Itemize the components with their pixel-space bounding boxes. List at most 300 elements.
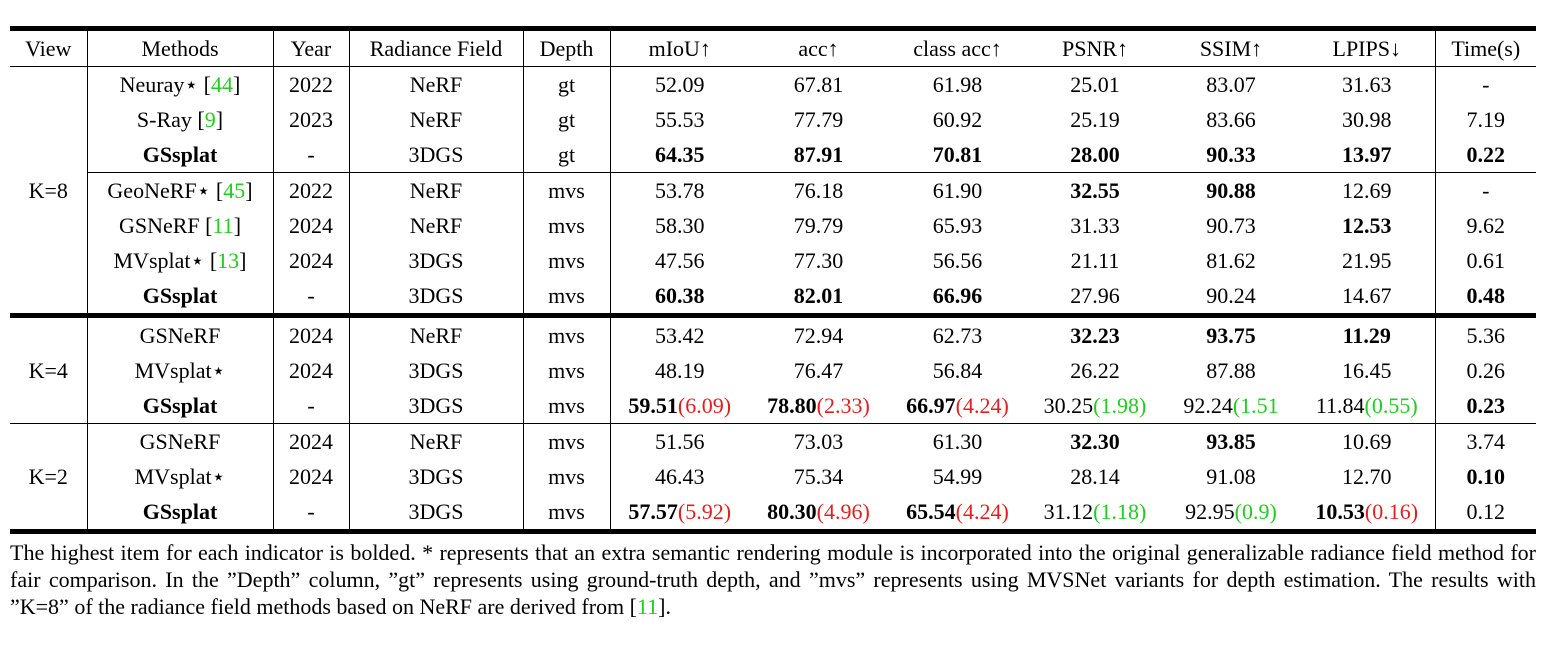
- year-cell: 2024: [273, 316, 349, 354]
- psnr-cell: [1027, 243, 1163, 278]
- year-cell: 2022: [273, 67, 349, 103]
- table-row: [10, 278, 1536, 316]
- citation-bracket-open: [: [203, 72, 211, 97]
- year-cell: -: [273, 137, 349, 173]
- metric-delta: (1.98): [1093, 393, 1147, 418]
- psnr-cell: [1027, 353, 1163, 388]
- table-body: [10, 67, 1536, 532]
- metric-value: 90.73: [1206, 213, 1256, 238]
- metric-value: 77.79: [793, 107, 844, 132]
- metric-value: 27.96: [1070, 283, 1120, 308]
- metric-value: 53.78: [655, 178, 705, 203]
- metric-value: 7.19: [1466, 107, 1505, 132]
- psnr-cell: [1027, 424, 1163, 460]
- citation-bracket-close: ]: [239, 248, 247, 273]
- depth-cell: gt: [523, 102, 610, 137]
- year-cell: 2024: [273, 424, 349, 460]
- metric-value: 0.10: [1466, 464, 1505, 489]
- acc-cell: [749, 424, 888, 460]
- lpips-cell: [1299, 243, 1435, 278]
- ssim-cell: [1163, 388, 1299, 424]
- metric-value: 73.03: [793, 429, 844, 454]
- table-header-row: [10, 29, 1536, 67]
- time-cell: [1435, 494, 1536, 532]
- radiance-field-cell: 3DGS: [349, 278, 523, 316]
- metric-value: 87.88: [1206, 358, 1256, 383]
- time-cell: [1435, 459, 1536, 494]
- method-name: [87, 137, 273, 173]
- method-name: [87, 102, 273, 137]
- acc-cell: [749, 388, 888, 424]
- table-row: [10, 459, 1536, 494]
- year-cell: 2024: [273, 208, 349, 243]
- table-footnote: [10, 539, 1536, 620]
- metric-value: 32.23: [1070, 323, 1120, 348]
- year-cell: 2024: [273, 459, 349, 494]
- citation-bracket-open: [: [205, 213, 213, 238]
- metric-value: 12.53: [1342, 213, 1392, 238]
- lpips-cell: [1299, 353, 1435, 388]
- psnr-cell: [1027, 137, 1163, 173]
- metric-value: 0.61: [1466, 248, 1505, 273]
- metric-value: 60.92: [932, 107, 983, 132]
- metric-value: 52.09: [655, 72, 705, 97]
- acc-cell: [749, 102, 888, 137]
- time-cell: [1435, 316, 1536, 354]
- metric-value: 0.23: [1466, 393, 1505, 418]
- metric-value: 61.98: [932, 72, 983, 97]
- method-label: Neuray⋆: [119, 72, 204, 97]
- miou-cell: [610, 459, 749, 494]
- col-header-time: Time(s): [1435, 29, 1536, 67]
- metric-value: 30.25: [1043, 393, 1094, 418]
- method-name: [87, 173, 273, 209]
- view-label: K=8: [10, 67, 87, 316]
- time-cell: [1435, 243, 1536, 278]
- metric-value: 55.53: [655, 107, 705, 132]
- citation-bracket-open: [: [215, 178, 224, 203]
- class-acc-cell: [888, 208, 1027, 243]
- table-row: [10, 137, 1536, 173]
- metric-value: 0.48: [1466, 283, 1505, 308]
- metric-value: 90.24: [1206, 283, 1256, 308]
- metric-value: 79.79: [793, 213, 844, 238]
- class-acc-cell: [888, 67, 1027, 103]
- radiance-field-cell: 3DGS: [349, 353, 523, 388]
- class-acc-cell: [888, 424, 1027, 460]
- metric-delta: (5.92): [677, 499, 732, 524]
- metric-value: 51.56: [655, 429, 705, 454]
- ssim-cell: [1163, 459, 1299, 494]
- table-row: [10, 243, 1536, 278]
- metric-value: 21.11: [1070, 248, 1120, 273]
- class-acc-cell: [888, 353, 1027, 388]
- radiance-field-cell: NeRF: [349, 67, 523, 103]
- metric-value: 32.30: [1070, 429, 1120, 454]
- method-name: [87, 388, 273, 424]
- metric-value: 28.14: [1070, 464, 1120, 489]
- col-header-psnr: PSNR↑: [1027, 29, 1163, 67]
- table-row: [10, 316, 1536, 354]
- depth-cell: gt: [523, 137, 610, 173]
- metric-value: 56.56: [932, 248, 983, 273]
- metric-value: 25.19: [1070, 107, 1120, 132]
- method-name: [87, 208, 273, 243]
- method-label: GSsplat: [142, 499, 218, 524]
- table-row: [10, 208, 1536, 243]
- metric-value: 93.75: [1206, 323, 1256, 348]
- lpips-cell: [1299, 173, 1435, 209]
- metric-value: 90.33: [1206, 142, 1256, 167]
- metric-value: 76.47: [793, 358, 844, 383]
- miou-cell: [610, 353, 749, 388]
- miou-cell: [610, 208, 749, 243]
- time-cell: [1435, 353, 1536, 388]
- method-name: [87, 316, 273, 354]
- metric-delta: (2.33): [816, 393, 870, 418]
- acc-cell: [749, 208, 888, 243]
- col-header-class-acc: class acc↑: [888, 29, 1027, 67]
- acc-cell: [749, 67, 888, 103]
- metric-value: 14.67: [1342, 283, 1392, 308]
- miou-cell: [610, 424, 749, 460]
- metric-value: 65.54: [906, 499, 956, 524]
- metric-value: 5.36: [1466, 323, 1505, 348]
- col-header-acc: acc↑: [749, 29, 888, 67]
- time-cell: [1435, 173, 1536, 209]
- metric-value: 64.35: [655, 142, 705, 167]
- time-cell: [1435, 388, 1536, 424]
- method-label: GSNeRF: [139, 323, 221, 348]
- citation-ref: 45: [223, 178, 246, 203]
- time-cell: [1435, 208, 1536, 243]
- metric-value: 72.94: [793, 323, 844, 348]
- acc-cell: [749, 278, 888, 316]
- acc-cell: [749, 494, 888, 532]
- metric-value: 62.73: [932, 323, 983, 348]
- metric-value: 31.12: [1043, 499, 1094, 524]
- method-label: S-Ray: [136, 107, 198, 132]
- table-row: [10, 102, 1536, 137]
- table-row: [10, 494, 1536, 532]
- lpips-cell: [1299, 316, 1435, 354]
- miou-cell: [610, 243, 749, 278]
- method-label: GSsplat: [142, 393, 218, 418]
- metric-value: 77.30: [793, 248, 844, 273]
- depth-cell: gt: [523, 67, 610, 103]
- lpips-cell: [1299, 137, 1435, 173]
- footnote-text: The highest item for each indicator is bolded. * represents that an extra semantic rendering module is incorporated into the original generalizable radiance field method for fair comparison. In the ”Depth” column, ”gt” represents using ground-truth depth, and ”mvs” represents using MVSNet variants for depth estimation. The results with ”K=8” of the radiance field methods based on NeRF are derived from [: [10, 540, 1536, 619]
- psnr-cell: [1027, 208, 1163, 243]
- method-label: GSsplat: [142, 283, 218, 308]
- acc-cell: [749, 353, 888, 388]
- metric-value: 66.96: [932, 283, 983, 308]
- citation-ref: 44: [211, 72, 233, 97]
- citation-bracket-close: ]: [233, 72, 241, 97]
- method-label: GSNeRF: [118, 213, 206, 238]
- lpips-cell: [1299, 424, 1435, 460]
- miou-cell: [610, 137, 749, 173]
- radiance-field-cell: 3DGS: [349, 494, 523, 532]
- depth-cell: mvs: [523, 243, 610, 278]
- miou-cell: [610, 67, 749, 103]
- metric-value: 76.18: [793, 178, 844, 203]
- citation-ref: 13: [217, 248, 240, 273]
- ssim-cell: [1163, 494, 1299, 532]
- metric-value: 66.97: [906, 393, 956, 418]
- method-name: [87, 243, 273, 278]
- metric-value: 32.55: [1070, 178, 1120, 203]
- time-cell: [1435, 67, 1536, 103]
- comparison-table: [10, 26, 1536, 534]
- class-acc-cell: [888, 459, 1027, 494]
- metric-delta: (1.51: [1232, 393, 1279, 418]
- metric-value: 65.93: [932, 213, 983, 238]
- table-row: [10, 424, 1536, 460]
- year-cell: -: [273, 278, 349, 316]
- radiance-field-cell: NeRF: [349, 424, 523, 460]
- radiance-field-cell: 3DGS: [349, 388, 523, 424]
- lpips-cell: [1299, 208, 1435, 243]
- lpips-cell: [1299, 459, 1435, 494]
- metric-value: 54.99: [932, 464, 983, 489]
- year-cell: 2022: [273, 173, 349, 209]
- metric-value: 11.84: [1315, 393, 1365, 418]
- lpips-cell: [1299, 278, 1435, 316]
- psnr-cell: [1027, 67, 1163, 103]
- metric-value: -: [1482, 72, 1490, 97]
- lpips-cell: [1299, 494, 1435, 532]
- citation-bracket-close: ]: [233, 213, 242, 238]
- footnote-tail: ].: [658, 594, 671, 619]
- table-row: [10, 67, 1536, 103]
- metric-value: 9.62: [1466, 213, 1505, 238]
- metric-value: 61.90: [932, 178, 983, 203]
- metric-value: 81.62: [1206, 248, 1256, 273]
- table-row: [10, 388, 1536, 424]
- metric-value: 28.00: [1070, 142, 1120, 167]
- class-acc-cell: [888, 278, 1027, 316]
- lpips-cell: [1299, 102, 1435, 137]
- metric-value: 30.98: [1342, 107, 1392, 132]
- citation-bracket-close: ]: [215, 107, 224, 132]
- depth-cell: mvs: [523, 459, 610, 494]
- depth-cell: mvs: [523, 208, 610, 243]
- acc-cell: [749, 316, 888, 354]
- class-acc-cell: [888, 494, 1027, 532]
- metric-value: 10.69: [1342, 429, 1392, 454]
- ssim-cell: [1163, 67, 1299, 103]
- col-header-depth: Depth: [523, 29, 610, 67]
- metric-value: -: [1482, 178, 1490, 203]
- ssim-cell: [1163, 208, 1299, 243]
- time-cell: [1435, 137, 1536, 173]
- psnr-cell: [1027, 459, 1163, 494]
- method-label: GeoNeRF⋆: [107, 178, 216, 203]
- year-cell: 2024: [273, 243, 349, 278]
- metric-value: 83.07: [1206, 72, 1256, 97]
- radiance-field-cell: NeRF: [349, 208, 523, 243]
- col-header-lpips: LPIPS↓: [1299, 29, 1435, 67]
- lpips-cell: [1299, 67, 1435, 103]
- metric-delta: (4.96): [816, 499, 870, 524]
- depth-cell: mvs: [523, 388, 610, 424]
- psnr-cell: [1027, 278, 1163, 316]
- ssim-cell: [1163, 243, 1299, 278]
- method-label: MVsplat⋆: [134, 464, 226, 489]
- citation-bracket-open: [: [209, 248, 218, 273]
- depth-cell: mvs: [523, 316, 610, 354]
- metric-value: 26.22: [1070, 358, 1120, 383]
- metric-value: 13.97: [1342, 142, 1392, 167]
- metric-value: 90.88: [1206, 178, 1256, 203]
- citation-bracket-close: ]: [245, 178, 253, 203]
- citation-bracket-open: [: [197, 107, 205, 132]
- year-cell: 2023: [273, 102, 349, 137]
- metric-value: 11.29: [1342, 323, 1391, 348]
- metric-value: 80.30: [767, 499, 817, 524]
- radiance-field-cell: 3DGS: [349, 459, 523, 494]
- metric-value: 87.91: [793, 142, 844, 167]
- radiance-field-cell: 3DGS: [349, 243, 523, 278]
- metric-value: 0.12: [1466, 499, 1505, 524]
- method-name: [87, 459, 273, 494]
- metric-value: 61.30: [932, 429, 983, 454]
- ssim-cell: [1163, 102, 1299, 137]
- method-name: [87, 278, 273, 316]
- method-name: [87, 353, 273, 388]
- col-header-radiance-field: Radiance Field: [349, 29, 523, 67]
- metric-value: 92.24: [1183, 393, 1233, 418]
- view-label: K=2: [10, 424, 87, 532]
- citation-ref: 9: [204, 107, 216, 132]
- col-header-miou: mIoU↑: [610, 29, 749, 67]
- metric-value: 57.57: [628, 499, 678, 524]
- method-name: [87, 67, 273, 103]
- metric-value: 16.45: [1342, 358, 1392, 383]
- class-acc-cell: [888, 173, 1027, 209]
- radiance-field-cell: NeRF: [349, 173, 523, 209]
- method-name: [87, 494, 273, 532]
- psnr-cell: [1027, 388, 1163, 424]
- radiance-field-cell: NeRF: [349, 102, 523, 137]
- metric-value: 46.43: [655, 464, 705, 489]
- depth-cell: mvs: [523, 278, 610, 316]
- metric-value: 3.74: [1466, 429, 1505, 454]
- metric-value: 75.34: [793, 464, 844, 489]
- psnr-cell: [1027, 102, 1163, 137]
- method-label: MVsplat⋆: [113, 248, 210, 273]
- metric-value: 70.81: [932, 142, 983, 167]
- method-name: [87, 424, 273, 460]
- metric-value: 78.80: [767, 393, 817, 418]
- ssim-cell: [1163, 137, 1299, 173]
- year-cell: -: [273, 388, 349, 424]
- miou-cell: [610, 173, 749, 209]
- metric-value: 53.42: [655, 323, 705, 348]
- metric-delta: (0.16): [1364, 499, 1419, 524]
- method-label: GSsplat: [142, 142, 218, 167]
- class-acc-cell: [888, 316, 1027, 354]
- col-header-year: Year: [273, 29, 349, 67]
- metric-value: 48.19: [655, 358, 705, 383]
- class-acc-cell: [888, 137, 1027, 173]
- metric-value: 21.95: [1342, 248, 1392, 273]
- lpips-cell: [1299, 388, 1435, 424]
- acc-cell: [749, 243, 888, 278]
- table-row: [10, 353, 1536, 388]
- metric-delta: (6.09): [677, 393, 732, 418]
- psnr-cell: [1027, 173, 1163, 209]
- class-acc-cell: [888, 102, 1027, 137]
- metric-delta: (4.24): [955, 499, 1009, 524]
- metric-value: 60.38: [655, 283, 705, 308]
- view-label: K=4: [10, 316, 87, 424]
- metric-value: 12.69: [1342, 178, 1392, 203]
- metric-value: 0.26: [1466, 358, 1505, 383]
- acc-cell: [749, 173, 888, 209]
- col-header-view: View: [10, 29, 87, 67]
- metric-value: 25.01: [1070, 72, 1120, 97]
- metric-delta: (4.24): [955, 393, 1009, 418]
- method-label: GSNeRF: [139, 429, 221, 454]
- col-header-ssim: SSIM↑: [1163, 29, 1299, 67]
- metric-value: 47.56: [655, 248, 705, 273]
- psnr-cell: [1027, 316, 1163, 354]
- ssim-cell: [1163, 278, 1299, 316]
- metric-value: 93.85: [1206, 429, 1256, 454]
- acc-cell: [749, 137, 888, 173]
- miou-cell: [610, 388, 749, 424]
- miou-cell: [610, 278, 749, 316]
- table-row: [10, 173, 1536, 209]
- metric-value: 92.95: [1185, 499, 1235, 524]
- class-acc-cell: [888, 388, 1027, 424]
- metric-value: 31.33: [1070, 213, 1120, 238]
- depth-cell: mvs: [523, 353, 610, 388]
- metric-value: 83.66: [1206, 107, 1256, 132]
- depth-cell: mvs: [523, 173, 610, 209]
- time-cell: [1435, 102, 1536, 137]
- miou-cell: [610, 102, 749, 137]
- metric-value: 12.70: [1342, 464, 1392, 489]
- metric-delta: (0.9): [1234, 499, 1277, 524]
- metric-value: 59.51: [628, 393, 678, 418]
- footnote-citation: 11: [636, 594, 659, 619]
- metric-delta: (1.18): [1093, 499, 1147, 524]
- miou-cell: [610, 494, 749, 532]
- time-cell: [1435, 424, 1536, 460]
- radiance-field-cell: NeRF: [349, 316, 523, 354]
- ssim-cell: [1163, 424, 1299, 460]
- ssim-cell: [1163, 316, 1299, 354]
- metric-value: 67.81: [793, 72, 844, 97]
- metric-delta: (0.55): [1364, 393, 1418, 418]
- year-cell: -: [273, 494, 349, 532]
- metric-value: 56.84: [932, 358, 983, 383]
- method-label: MVsplat⋆: [134, 358, 226, 383]
- citation-ref: 11: [212, 213, 234, 238]
- class-acc-cell: [888, 243, 1027, 278]
- time-cell: [1435, 278, 1536, 316]
- depth-cell: mvs: [523, 494, 610, 532]
- metric-value: 91.08: [1206, 464, 1256, 489]
- acc-cell: [749, 459, 888, 494]
- metric-value: 82.01: [793, 283, 844, 308]
- ssim-cell: [1163, 173, 1299, 209]
- depth-cell: mvs: [523, 424, 610, 460]
- metric-value: 10.53: [1315, 499, 1365, 524]
